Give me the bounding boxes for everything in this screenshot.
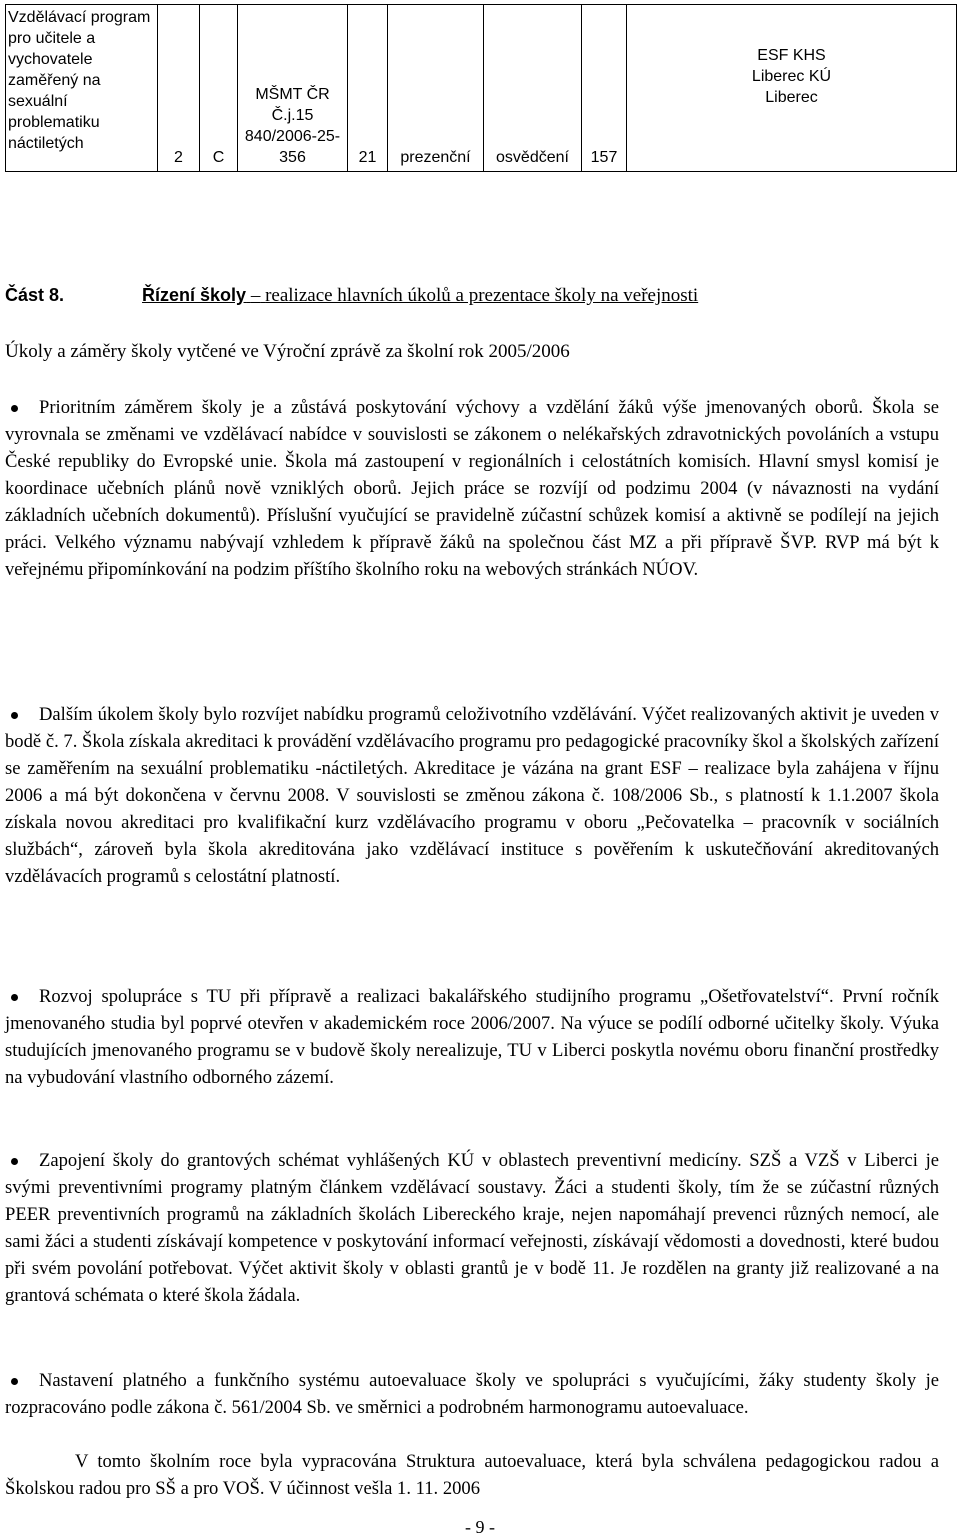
table-cell-participants: 157	[582, 5, 627, 172]
section-number: Část 8.	[5, 285, 65, 305]
page-number: - 9 -	[465, 1517, 495, 1537]
bullet-icon	[11, 405, 18, 412]
subheading: Úkoly a záměry školy vytčené ve Výroční zprávě za školní rok 2005/2006	[5, 341, 570, 362]
table-cell-reference: MŠMT ČR Č.j.15 840/2006-25-356	[238, 5, 348, 172]
table-cell-count: 2	[158, 5, 200, 172]
list-item	[5, 701, 939, 890]
section-subtitle: realizace hlavních úkolů a prezentace školy na veřejnosti	[265, 285, 699, 306]
paragraph-text: Rozvoj spolupráce s TU při přípravě a realizaci bakalářského studijního programu „Ošetřovatelství“. První ročník jmenovaného studia byl poprvé otevřen v akademickém roce 2006/2007. Na výuce se podílí odborné učitelky školy. Výuka studujících jmenovaného programu se v budově školy nerealizuje, TU v Liberci poskytla novému oboru finanční prostředky na vybudování vlastního odborného zázemí.	[5, 986, 939, 1088]
table-cell-form: prezenční	[388, 5, 484, 172]
closing-paragraph	[5, 1448, 939, 1502]
table-cell-program: Vzdělávací program pro učitele a vychovatele zaměřený na sexuální problematiku náctiletých	[6, 5, 158, 172]
closing-text: V tomto školním roce byla vypracována Struktura autoevaluace, která byla schválena pedagogickou radou a Školskou radou pro SŠ a pro VOŠ. V účinnost vešla 1. 11. 2006	[5, 1451, 939, 1499]
paragraph-text: Zapojení školy do grantových schémat vyhlášených KÚ v oblastech preventivní medicíny. SZŠ a VZŠ v Liberci je svými preventivními programy platným článkem vzdělávací soustavy. Žáci a studenti školy, tím že se zúčastní různých PEER preventivních programů na základních školách Libereckého kraje, nejen napomáhají prevenci různých nemocí, ale sami žáci a studenti získávají kompetence v poskytování informací veřejnosti, získávají vědomosti a dovednosti, které budou při svém povolání potřebovat. Výčet aktivit školy v oblasti grantů je v bodě 11. Je rozdělen na granty již realizované a na grantová schémata o které škola žádala.	[5, 1150, 939, 1306]
list-item	[5, 983, 939, 1091]
course-table	[5, 4, 957, 172]
paragraph-text: Dalším úkolem školy bylo rozvíjet nabídku programů celoživotního vzdělávání. Výčet realizovaných aktivit je uveden v bodě č. 7. Škola získala akreditaci k provádění vzdělávacího programu pro pedagogické pracovníky škol a školských zařízení se zaměřením na sexuální problematiku -náctiletých. Akreditace je vázána na grant ESF – realizace byla zahájena v říjnu 2006 a má být dokončena v červnu 2008. V souvislosti se změnou zákona č. 108/2006 Sb., s platností k 1.1.2007 škola získala novou akreditaci pro kvalifikační kurz vzdělávacího programu v oboru „Pečovatelka – pracovník v sociálních službách“, zároveň byla škola akreditována jako vzdělávací instituce s pověřením k uskutečňování akreditovaných vzdělávacích programů s celostátní platností.	[5, 704, 939, 887]
paragraph-text: Nastavení platného a funkčního systému autoevaluace školy ve spolupráci s vyučujícími, žáky studenty školy je rozpracováno podle zákona č. 561/2004 Sb. ve směrnici a podrobném harmonogramu autoevaluace.	[5, 1370, 939, 1418]
section-heading	[5, 282, 698, 309]
table-cell-hours: 21	[348, 5, 388, 172]
bullet-icon	[11, 1158, 18, 1165]
table-cell-certificate: osvědčení	[484, 5, 582, 172]
bullet-icon	[11, 712, 18, 719]
bullet-icon	[11, 994, 18, 1001]
list-item	[5, 1147, 939, 1309]
table-cell-funding: ESF KHS Liberec KÚ Liberec	[627, 5, 957, 172]
bullet-icon	[11, 1378, 18, 1385]
section-title: Řízení školy	[142, 285, 247, 305]
list-item	[5, 1367, 939, 1421]
list-item	[5, 394, 939, 583]
table-row	[6, 5, 957, 172]
title-dash: –	[250, 285, 261, 306]
table-cell-type: C	[200, 5, 238, 172]
paragraph-text: Prioritním záměrem školy je a zůstává poskytování výchovy a vzdělání žáků výše jmenovaných oborů. Škola se vyrovnala se změnami ve vzdělávací nabídce v souvislosti se zákonem o nelékařských zdravotnických povoláních a vstupu České republiky do Evropské unie. Škola má zastoupení v regionálních i celostátních komisích. Hlavní smysl komisí je koordinace učebních plánů nově vzniklých oborů. Jejich práce se rozvíjí od podzimu 2004 (v návaznosti na vydání základních učebních dokumentů). Příslušní vyučující se pravidelně zúčastní schůzek komisí a aktivně se podílejí na jejich práci. Velkého významu nabývají vzhledem k přípravě žáků na společnou část MZ a při přípravě ŠVP. RVP má být k veřejnému připomínkování na podzim příštího školního roku na webových stránkách NÚOV.	[5, 397, 939, 580]
